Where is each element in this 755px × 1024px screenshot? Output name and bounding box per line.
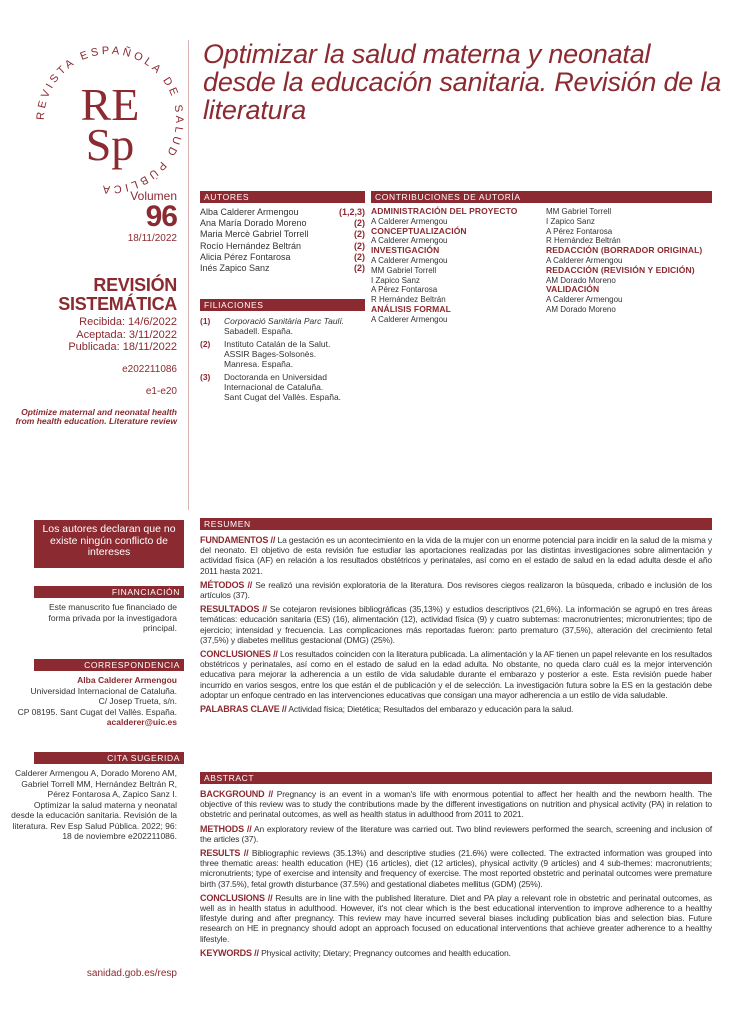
paragraph-text: Bibliographic reviews (35.13%) and descriptive studies (21.6%) were collected. The extracted information was grouped into three thematic areas: health education (HE) (16 articles), diet (12 articles), physical activity (9 articles) and 4 sub-themes: macronutrients; micronutrients; type of exercise and intensity and frequency of exercise. The most reported obstetric and perinatal outcomes were premature birth (37.5%), fetal growth disturbance (37.5%) and gestational diabetes mellitus (GDM) (25%). bbox=[200, 848, 712, 889]
abstract-heading: ABSTRACT bbox=[200, 772, 712, 784]
authors-heading: AUTORES bbox=[200, 191, 365, 203]
correspondence-line2: C/ Josep Trueta, s/n. bbox=[98, 696, 177, 706]
author-affiliation-ref: (2) bbox=[354, 229, 365, 240]
article-dates bbox=[15, 316, 177, 354]
paragraph-label: RESULTADOS // bbox=[200, 604, 267, 615]
contributor-name: A Calderer Armengou bbox=[546, 255, 623, 265]
paragraph-label: FUNDAMENTOS // bbox=[200, 535, 276, 545]
affiliation-item bbox=[200, 372, 365, 402]
affiliation-number: (3) bbox=[200, 372, 211, 382]
funding-heading: FINANCIACIÓN bbox=[34, 586, 184, 598]
summary-paragraph bbox=[200, 704, 712, 714]
affiliations-heading: FILIACIONES bbox=[200, 299, 365, 311]
citation-text: Calderer Armengou A, Dorado Moreno AM, Gabriel Torrell MM, Hernández Beltrán R, Pérez Fontarosa A, Zapico Sanz I. Optimizar la salud materna y neonatal desde la educación sanitaria. Revisión de la literatura. Rev Esp Salud Pública. 2022; 96: 18 de noviembre e202211086. bbox=[11, 768, 177, 841]
affiliation-number: (2) bbox=[200, 339, 211, 349]
author-row bbox=[200, 229, 365, 240]
affiliation-text bbox=[224, 372, 341, 402]
contributor-name: I Zapico Sanz bbox=[546, 216, 595, 226]
contribution-block bbox=[371, 207, 541, 227]
article-title: Optimizar la salud materna y neonatal desde la educación sanitaria. Revisión de la literatura bbox=[203, 39, 722, 125]
summary-paragraph bbox=[200, 824, 712, 844]
paragraph-text: Pregnancy is an event in a woman's life with enormous potential to affect her health and the newborn health. The objective of this review was to study the contributions made by the different investigations on nutrition and physical activity (PA) in relation to obstetric and perinatal outcomes, as well as health status in adulthood from 2011 to 2021. bbox=[200, 789, 712, 820]
resumen-heading: RESUMEN bbox=[200, 518, 712, 530]
journal-website-link[interactable]: sanidad.gob.es/resp bbox=[86, 968, 177, 979]
correspondence-name: Alba Calderer Armengou bbox=[77, 675, 177, 685]
svg-text:REVISTA ESPAÑOLA DE SALUD PÚBL: REVISTA ESPAÑOLA DE SALUD PÚBLICA bbox=[34, 44, 186, 196]
contribution-block bbox=[371, 227, 541, 247]
summary-paragraph bbox=[200, 649, 712, 700]
paragraph-text: Actividad física; Dietética; Resultados del embarazo y educación para la salud. bbox=[288, 704, 574, 715]
paragraph-text: Se cotejaron revisiones bibliográficas (35,13%) y estudios descriptivos (21,6%). La información se agrupó en tres áreas temáticas: educación sanitaria (ES) (16), alimentación (12), actividad física (9) y cuatro subtemas: macronutrientes; micronutrientes; tipo de ejercicio; intensidad y frecuencia. Las complicaciones más reportadas fueron: parto prematuro (37,5%), alteración del crecimiento fetal (37,5%) y diabetes mellitus gestacional (DMG) (25%). bbox=[200, 604, 713, 645]
affiliation-item bbox=[200, 339, 365, 369]
contributor-name: I Zapico Sanz bbox=[371, 275, 420, 285]
published-date: Publicada: 18/11/2022 bbox=[68, 341, 177, 353]
paragraph-label: KEYWORDS // bbox=[200, 947, 259, 958]
paragraph-text: An exploratory review of the literature was carried out. Two blind reviewers performed the search, screening and inclusion of the articles (37). bbox=[200, 823, 712, 844]
svg-text:RE: RE bbox=[80, 79, 140, 130]
contribution-role: VALIDACIÓN bbox=[546, 284, 600, 295]
correspondence-line1: Universidad Internacional de Cataluña. bbox=[30, 685, 177, 696]
author-name: Alba Calderer Armengou bbox=[200, 207, 299, 217]
contributor-name: MM Gabriel Torrell bbox=[546, 207, 612, 216]
contribution-block bbox=[546, 246, 712, 266]
author-row bbox=[200, 207, 365, 218]
english-title: Optimize maternal and neonatal health from health education. Literature review bbox=[15, 406, 177, 426]
contributor-name: A Calderer Armengou bbox=[371, 255, 448, 265]
summary-paragraph bbox=[200, 580, 712, 600]
affiliation-line: ASSIR Bages-Solsonès. bbox=[224, 349, 317, 359]
contributor-name: A Calderer Armengou bbox=[546, 295, 623, 305]
affiliations-list bbox=[200, 316, 365, 405]
contribution-block bbox=[546, 207, 712, 246]
paragraph-text: Physical activity; Dietary; Pregnancy outcomes and health education. bbox=[261, 947, 511, 958]
contribution-role: ADMINISTRACIÓN DEL PROYECTO bbox=[371, 206, 518, 216]
contributions-col2 bbox=[546, 207, 712, 315]
paragraph-label: RESULTS // bbox=[200, 848, 249, 859]
contribution-role: INVESTIGACIÓN bbox=[371, 245, 440, 256]
paragraph-text: Se realizó una revisión exploratoria de la literatura. Dos revisores ciegos realizaron la búsqueda, cribado e inclusión de los artículos (37). bbox=[200, 579, 712, 601]
author-affiliation-ref: (2) bbox=[354, 263, 365, 274]
journal-logo bbox=[30, 40, 190, 200]
contribution-role: CONCEPTUALIZACIÓN bbox=[371, 225, 467, 236]
funding-text: Este manuscrito fue financiado de forma privada por la investigadora principal. bbox=[48, 602, 177, 633]
author-affiliation-ref: (1,2,3) bbox=[338, 207, 365, 217]
journal-seal-icon bbox=[30, 40, 190, 200]
affiliation-line: Doctoranda en Universidad bbox=[224, 372, 328, 382]
contributor-name: AM Dorado Moreno bbox=[546, 275, 616, 285]
authors-list bbox=[200, 207, 365, 274]
abstract-body bbox=[200, 789, 712, 962]
contribution-block bbox=[371, 246, 541, 305]
article-pages: e1-e20 bbox=[145, 385, 177, 397]
author-row bbox=[200, 218, 365, 229]
contribution-role: REDACCIÓN (REVISIÓN Y EDICIÓN) bbox=[546, 264, 695, 275]
correspondence-line3: CP 08195. Sant Cugat del Vallès. España. bbox=[17, 706, 177, 717]
author-row bbox=[200, 241, 365, 252]
vertical-divider bbox=[188, 40, 189, 510]
summary-paragraph bbox=[200, 848, 712, 889]
summary-paragraph bbox=[200, 948, 712, 958]
author-affiliation-ref: (2) bbox=[354, 251, 365, 262]
paragraph-label: CONCLUSIONS // bbox=[200, 892, 273, 903]
contribution-block bbox=[371, 305, 541, 325]
contributor-name: R Hernández Beltrán bbox=[546, 236, 621, 246]
correspondence-heading: CORRESPONDENCIA bbox=[34, 659, 184, 671]
contributions-col1 bbox=[371, 207, 541, 325]
article-type-line1: REVISIÓN bbox=[93, 275, 177, 295]
paragraph-label: METHODS // bbox=[200, 823, 252, 834]
correspondence-email[interactable]: acalderer@uic.es bbox=[106, 717, 177, 727]
conflict-of-interest-box: Los autores declaran que no existe ningún conflicto de intereses bbox=[34, 520, 184, 568]
author-name: Inés Zapico Sanz bbox=[200, 263, 270, 274]
contributor-name: A Pérez Fontarosa bbox=[546, 226, 613, 236]
affiliation-line: Sabadell. España. bbox=[224, 326, 293, 336]
author-name: Alicia Pérez Fontarosa bbox=[200, 251, 291, 262]
author-affiliation-ref: (2) bbox=[354, 240, 365, 251]
article-type bbox=[15, 276, 177, 314]
contribution-role: REDACCIÓN (BORRADOR ORIGINAL) bbox=[546, 245, 703, 256]
affiliation-line: Sant Cugat del Vallès. España. bbox=[224, 392, 342, 402]
author-name: Maria Mercè Gabriel Torrell bbox=[200, 229, 309, 240]
contributor-name: MM Gabriel Torrell bbox=[371, 265, 437, 275]
contributor-name: AM Dorado Moreno bbox=[546, 304, 616, 314]
paragraph-label: PALABRAS CLAVE // bbox=[200, 704, 287, 715]
affiliation-text bbox=[224, 339, 330, 369]
article-meta bbox=[15, 190, 177, 427]
article-type-line2: SISTEMÁTICA bbox=[58, 294, 177, 314]
received-date: Recibida: 14/6/2022 bbox=[79, 316, 177, 328]
volume-label: Volumen bbox=[130, 189, 177, 203]
affiliation-number: (1) bbox=[200, 316, 211, 326]
citation-heading: CITA SUGERIDA bbox=[34, 752, 184, 764]
affiliation-text bbox=[224, 316, 344, 336]
author-name: Ana María Dorado Moreno bbox=[200, 218, 307, 229]
contributor-name: A Calderer Armengou bbox=[371, 216, 448, 226]
resumen-body bbox=[200, 535, 712, 718]
contribution-block bbox=[546, 285, 712, 314]
correspondence-block bbox=[10, 675, 177, 728]
paragraph-label: CONCLUSIONES // bbox=[200, 649, 278, 660]
contribution-role: ANÁLISIS FORMAL bbox=[371, 303, 451, 314]
author-affiliation-ref: (2) bbox=[354, 218, 365, 229]
affiliation-line: Manresa. España. bbox=[224, 359, 293, 369]
contributor-name: A Calderer Armengou bbox=[371, 236, 448, 246]
author-row bbox=[200, 252, 365, 263]
paragraph-text: Los resultados coinciden con la literatura publicada. La alimentación y la AF tienen un papel relevante en los resultados obstétricos y perinatales, así como en el estado de salud en la edad adulta. No obstante, no queda claro cuál es la mejor intervención educativa para mejorar la adherencia a un estilo de vida saludable durante el embarazo y posterior a este. Esta revisión puede haber incurrido en varios sesgos, entre los que están el de publicación y el de selección. La investigación futura sobre la ES en la gestación debe adoptar un enfoque centrado en las intervenciones educativas que consigan una mayor adherencia a un estilo de vida saludable. bbox=[200, 649, 712, 700]
paragraph-label: BACKGROUND // bbox=[200, 789, 274, 799]
summary-paragraph bbox=[200, 535, 712, 576]
paragraph-label: MÉTODOS // bbox=[200, 579, 253, 590]
summary-paragraph bbox=[200, 789, 712, 820]
contributor-name: A Calderer Armengou bbox=[371, 314, 448, 324]
article-id: e202211086 bbox=[122, 363, 177, 375]
affiliation-item bbox=[200, 316, 365, 336]
contribution-block bbox=[546, 266, 712, 286]
summary-paragraph bbox=[200, 893, 712, 944]
paragraph-text: La gestación es un acontecimiento en la vida de la mujer con un enorme potencial para incidir en la salud de la misma y del neonato. El objetivo de esta revisión fue estudiar las aportaciones realizadas por las distintas investigaciones sobre alimentación y actividad física (AF) en relación a los resultados obstétricos y perinatales, así como en el estado de salud en la edad adulta desde el año 2011 hasta 2021. bbox=[200, 535, 712, 576]
volume-date: 18/11/2022 bbox=[127, 233, 177, 244]
author-name: Rocío Hernández Beltrán bbox=[200, 240, 302, 251]
volume-number: 96 bbox=[145, 200, 177, 233]
contributions-heading: CONTRIBUCIONES DE AUTORÍA bbox=[371, 191, 712, 203]
author-row bbox=[200, 263, 365, 274]
contributor-name: A Pérez Fontarosa bbox=[371, 285, 438, 295]
paragraph-text: Results are in line with the published literature. Diet and PA play a relevant role in obstetric and perinatal outcomes, as well as in health status in adulthood. However, it's not clear which is the best educational intervention to improve adherence to a healthy lifestyle during and after pregnancy. This review may have incurred several biases including publication bias and selection bias. Future research on HE in pregnancy should adopt an approach focused on educational interventions that achieve greater adherence to a healthy lifestyle. bbox=[200, 892, 713, 944]
svg-text:Sp: Sp bbox=[85, 119, 135, 170]
affiliation-line: Corporació Sanitària Parc Taulí. bbox=[224, 316, 345, 326]
summary-paragraph bbox=[200, 604, 712, 645]
accepted-date: Aceptada: 3/11/2022 bbox=[76, 328, 177, 341]
contributor-name: R Hernández Beltrán bbox=[371, 295, 446, 305]
affiliation-line: Instituto Catalán de la Salut. bbox=[224, 339, 331, 349]
affiliation-line: Internacional de Cataluña. bbox=[224, 382, 324, 392]
